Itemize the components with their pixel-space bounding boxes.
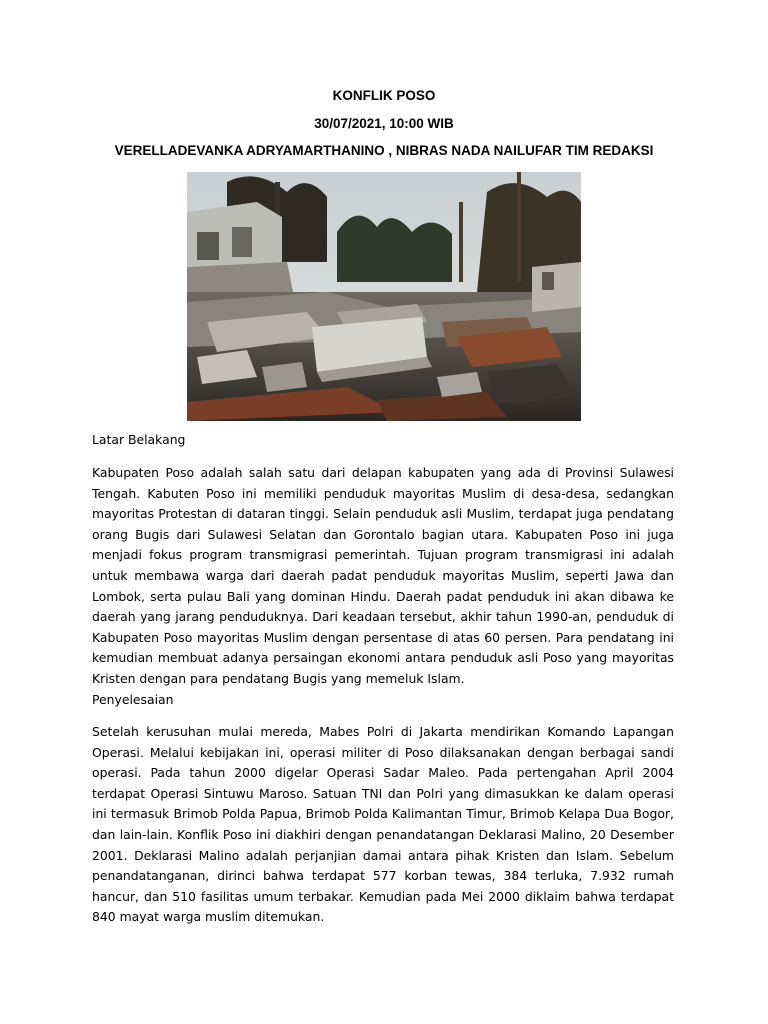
section-heading-latar-belakang: Latar Belakang <box>92 432 186 447</box>
article-title: KONFLIK POSO <box>332 88 436 103</box>
section-heading-penyelesaian: Penyelesaian <box>92 691 174 707</box>
article-authors: VERELLADEVANKA ADRYAMARTHANINO , NIBRAS NADA NAILUFAR TIM REDAKSI <box>114 143 654 158</box>
photo-burned-ruins <box>187 172 581 421</box>
article-datetime: 30/07/2021, 10:00 WIB <box>314 116 454 131</box>
paragraph-background <box>92 463 674 710</box>
paragraph-resolution: Setelah kerusuhan mulai mereda, Mabes Polri di Jakarta mendirikan Komando Lapangan Operasi. Melalui kebijakan ini, operasi militer di Poso dilaksanakan dengan berbagai sandi operasi. Pada tahun 2000 digelar Operasi Sadar Maleo. Pada pertengahan April 2004 terdapat Operasi Sintuwu Maroso. Satuan TNI dan Polri yang dimasukkan ke dalam operasi ini termasuk Brimob Polda Papua, Brimob Polda Kalimantan Timur, Brimob Kelapa Dua Bogor, dan lain-lain. Konflik Poso ini diakhiri dengan penandatangan Deklarasi Malino, 20 Desember 2001. Deklarasi Malino adalah perjanjian damai antara pihak Kristen dan Islam. Sebelum penandatanganan, dirinci bahwa terdapat 577 korban tewas, 384 terluka, 7.932 rumah hancur, dan 510 fasilitas umum terbakar. Kemudian pada Mei 2000 diklaim bahwa terdapat 840 mayat warga muslim ditemukan. <box>92 724 674 925</box>
paragraph-background-text: Kabupaten Poso adalah salah satu dari delapan kabupaten yang ada di Provinsi Sulawesi Tengah. Kabuten Poso ini memiliki penduduk mayoritas Muslim di desa-desa, sedangkan mayoritas Protestan di dataran tinggi. Selain penduduk asli Muslim, terdapat juga pendatang orang Bugis dari Sulawesi Selatan dan Gorontalo bagian utara. Kabupaten Poso ini juga menjadi fokus program transmigrasi pemerintah. Tujuan program transmigrasi ini adalah untuk membawa warga dari daerah padat penduduk mayoritas Muslim, seperti Jawa dan Lombok, serta pulau Bali yang dominan Hindu. Daerah padat penduduk ini akan dibawa ke daerah yang jarang penduduknya. Dari keadaan tersebut, akhir tahun 1990-an, penduduk di Kabupaten Poso mayoritas Muslim dengan persentase di atas 60 persen. Para pendatang ini kemudian membuat adanya persaingan ekonomi antara penduduk asli Poso yang mayoritas Kristen dengan para pendatang Bugis yang memeluk Islam. <box>92 465 674 686</box>
